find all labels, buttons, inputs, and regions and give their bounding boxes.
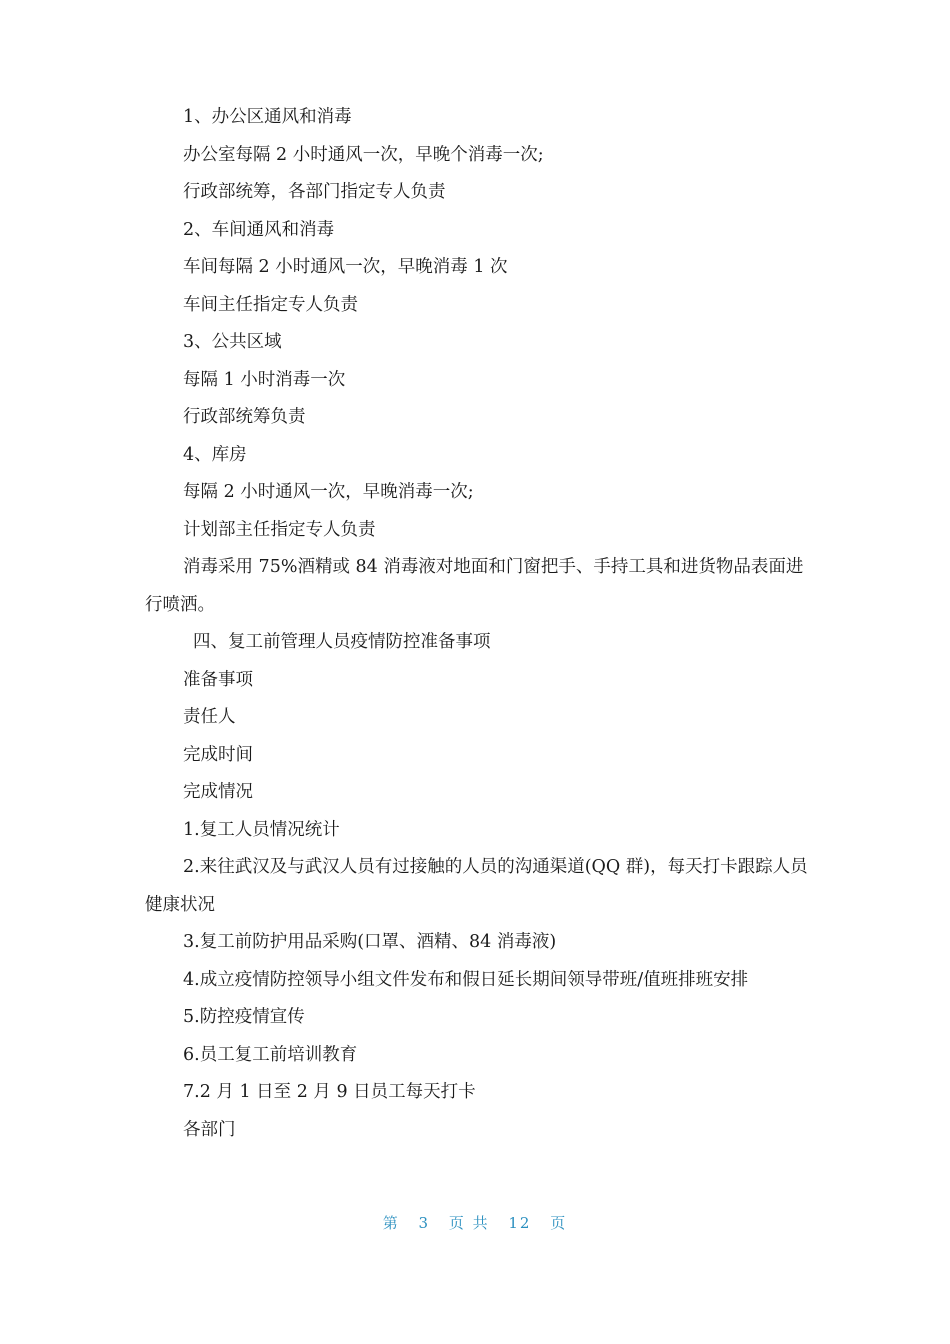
disinfect-paragraph: 消毒采用 75%酒精或 84 消毒液对地面和门窗把手、手持工具和进货物品表面进行喷洒。 (145, 557, 804, 615)
text-line: 车间主任指定专人负责 (183, 294, 358, 315)
column-label: 完成情况 (183, 782, 253, 802)
document-body (145, 99, 810, 1149)
page-footer (0, 1212, 950, 1233)
footer-suffix: 页 (550, 1214, 568, 1232)
column-label: 完成时间 (183, 744, 253, 765)
list-item: 1.复工人员情况统计 (183, 819, 340, 840)
footer-prefix: 第 (382, 1214, 400, 1232)
list-item: 3.复工前防护用品采购(口罩、酒精、84 消毒液) (183, 932, 557, 952)
column-label: 准备事项 (183, 669, 253, 690)
text-line: 2、车间通风和消毒 (183, 219, 335, 240)
list-item: 4.成立疫情防控领导小组文件发布和假日延长期间领导带班/值班排班安排 (183, 969, 749, 990)
footer-page-number: 3 (418, 1214, 431, 1232)
section-heading: 四、复工前管理人员疫情防控准备事项 (193, 632, 491, 652)
list-item: 2.来往武汉及与武汉人员有过接触的人员的沟通渠道(QQ 群)，每天打卡跟踪人员健康状况 (145, 857, 808, 915)
text-line: 3、公共区域 (183, 332, 282, 352)
list-item: 7.2 月 1 日至 2 月 9 日员工每天打卡 (183, 1082, 476, 1102)
text-line: 4、库房 (183, 444, 247, 465)
text-line: 行政部统筹负责 (183, 407, 306, 427)
footer-middle: 页 共 (448, 1214, 490, 1232)
text-line: 办公室每隔 2 小时通风一次，早晚个消毒一次; (183, 144, 544, 165)
text-line: 每隔 1 小时消毒一次 (183, 369, 346, 390)
text-line: 行政部统筹，各部门指定专人负责 (183, 182, 446, 202)
column-label: 责任人 (183, 707, 236, 727)
list-item: 6.员工复工前培训教育 (183, 1044, 358, 1065)
footer-total-pages: 12 (508, 1214, 532, 1232)
text-line: 车间每隔 2 小时通风一次，早晚消毒 1 次 (183, 257, 508, 277)
text-line: 计划部主任指定专人负责 (183, 519, 376, 540)
list-item: 5.防控疫情宣传 (183, 1007, 305, 1027)
text-line: 1、办公区通风和消毒 (183, 107, 352, 127)
text-line: 每隔 2 小时通风一次，早晚消毒一次; (183, 482, 474, 502)
responsible-party: 各部门 (183, 1119, 236, 1140)
